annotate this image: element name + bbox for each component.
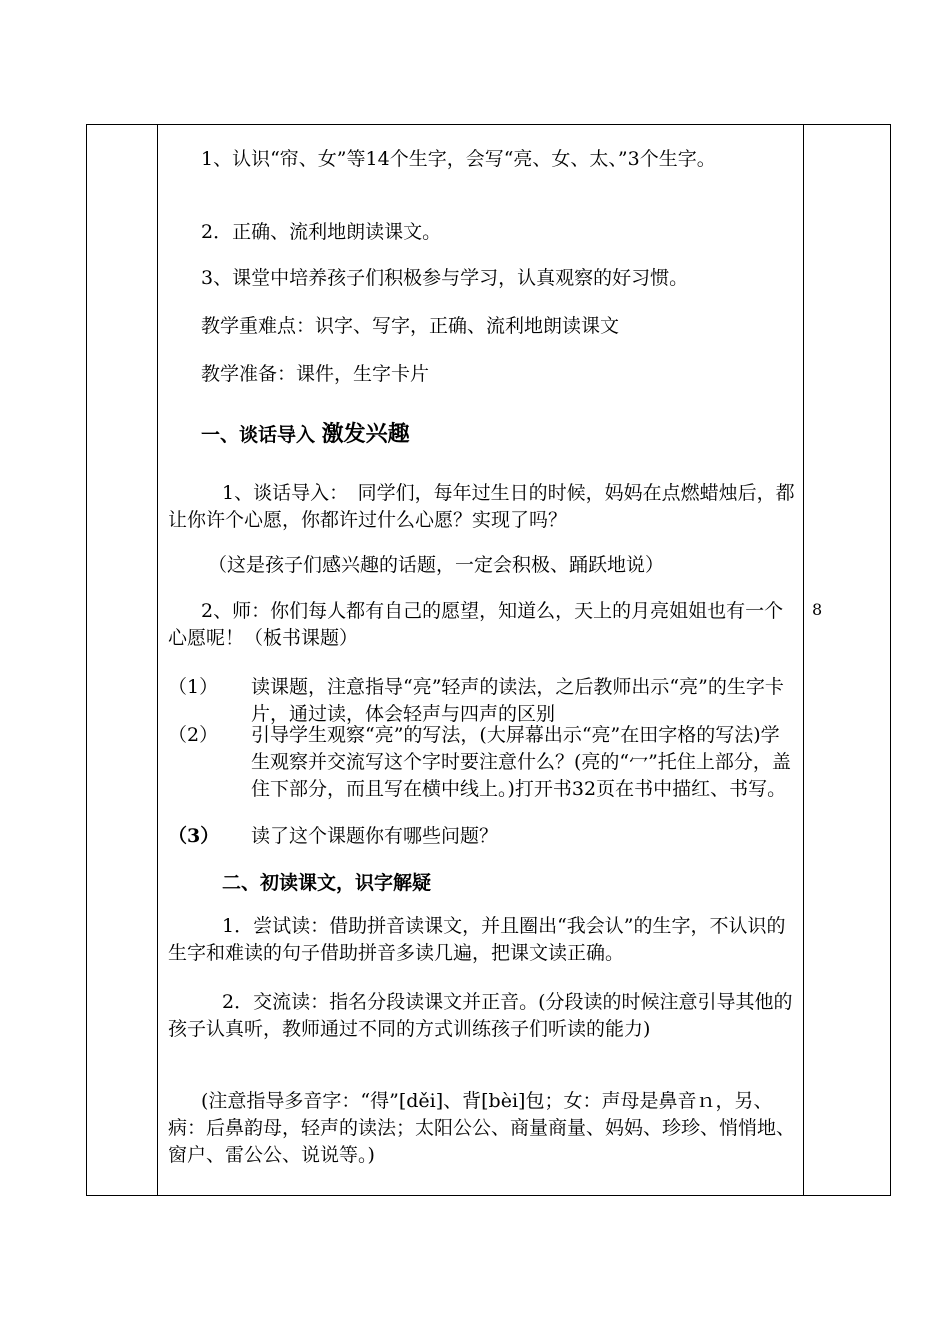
column-divider-left	[157, 125, 158, 1195]
section-1-note: （这是孩子们感兴趣的话题，一定会积极、踊跃地说）	[208, 554, 665, 576]
item-2-number: （2）	[168, 724, 219, 746]
section-2-paragraph-3: (注意指导多音字：“得”[děi]、背[bèi]包；女：声母是鼻音ｎ，另、病：后鼻韵母，轻声的读法；太阳公公、商量商量、妈妈、珍珍、悄悄地、窗户、雷公公、说说等。)	[168, 1090, 796, 1166]
item-3-text: 读了这个课题你有哪些问题？	[251, 825, 499, 847]
section-1-paragraph-2: 2、师：你们每人都有自己的愿望，知道么，天上的月亮姐姐也有一个心愿呢！（板书课题）	[168, 600, 784, 649]
section-1-heading	[168, 421, 796, 449]
item-1-number: （1）	[168, 676, 219, 698]
section-2-paragraph-2: 2．交流读：指名分段读课文并正音。(分段读的时候注意引导其他的孩子认真听，教师通过不同的方式训练孩子们听读的能力)	[168, 991, 793, 1040]
objective-3: 3、课堂中培养孩子们积极参与学习，认真观察的好习惯。	[201, 267, 689, 289]
item-3-number: （3）	[168, 825, 220, 847]
column-divider-right	[803, 125, 804, 1195]
section-1-title-b: 激发兴趣	[321, 422, 410, 447]
section-1-paragraph-1: 1、谈话导入： 同学们，每年过生日的时候，妈妈在点燃蜡烛后，都让你许个心愿，你都许过什么心愿？实现了吗？	[168, 482, 795, 531]
objective-1: 1、认识“帘、女”等14个生字，会写“亮、女、太、”3个生字。	[201, 148, 716, 170]
time-minutes: 8	[812, 600, 823, 619]
section-2-heading: 二、初读课文，识字解疑	[222, 872, 432, 894]
item-1-text: 读课题，注意指导“亮”轻声的读法，之后教师出示“亮”的生字卡片，通过读，体会轻声与四声的区别	[251, 676, 784, 725]
preparation: 教学准备：课件，生字卡片	[201, 363, 430, 385]
item-2-text: 引导学生观察“亮”的写法，(大屏幕出示“亮”在田字格的写法)学生观察并交流写这个字时要注意什么？(亮的“冖”托住上部分，盖住下部分，而且写在横中线上。)打开书32页在书中描红、书写。	[251, 724, 791, 800]
objective-2: 2．正确、流利地朗读课文。	[201, 221, 442, 243]
key-points: 教学重难点：识字、写字，正确、流利地朗读课文	[201, 315, 620, 337]
section-1-title-a: 一、谈话导入	[201, 424, 316, 446]
section-2-paragraph-1: 1．尝试读：借助拼音读课文，并且圈出“我会认”的生字，不认识的生字和难读的句子借助拼音多读几遍，把课文读正确。	[168, 915, 786, 964]
